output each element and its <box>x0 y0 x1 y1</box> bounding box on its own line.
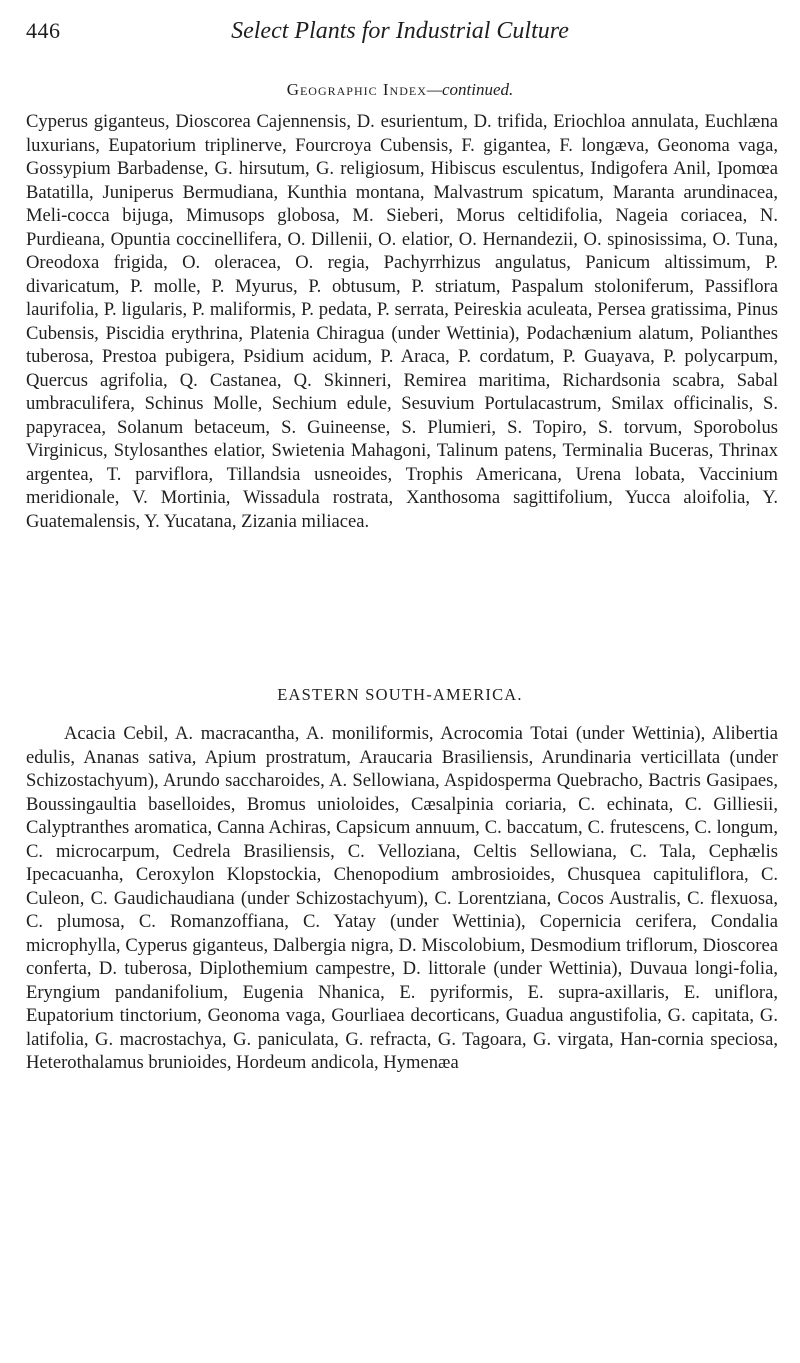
section-caption-continued: —continued. <box>426 80 514 99</box>
paragraph-central-america-list: Cyperus giganteus, Dioscorea Cajennensis, D. esurientum, D. trifida, Eriochloa annulata, Euchlæna luxurians, Eupatorium triplinerve, Fourcroya Cubensis, F. gigantea, F. longæva, Geonoma vaga, Gossypium Barbadense, G. hirsutum, G. religiosum, Hibiscus esculentus, Indigofera Anil, Ipomœa Batatilla, Juniperus Bermudiana, Kunthia montana, Malvastrum spicatum, Maranta arundinacea, Meli-cocca bijuga, Mimusops globosa, M. Sieberi, Morus celtidifolia, Nageia coriacea, N. Purdieana, Opuntia coccinellifera, O. Dillenii, O. elatior, O. Hernandezii, O. spinosissima, O. Tuna, Oreodoxa frigida, O. oleracea, O. regia, Pachyrrhizus angulatus, Panicum altissimum, P. divaricatum, P. molle, P. Myurus, P. obtusum, P. striatum, Paspalum stoloniferum, Passiflora laurifolia, P. ligularis, P. maliformis, P. pedata, P. serrata, Peireskia aculeata, Persea gratissima, Pinus Cubensis, Piscidia erythrina, Platenia Chiragua (under Wettinia), Podachænium alatum, Polianthes tuberosa, Prestoa pubigera, Psidium acidum, P. Araca, P. cordatum, P. Guayava, P. polycarpum, Quercus agrifolia, Q. Castanea, Q. Skinneri, Remirea maritima, Richardsonia scabra, Sabal umbraculifera, Schinus Molle, Sechium edule, Sesuvium Portulacastrum, Smilax officinalis, S. papyracea, Solanum betaceum, S. Guineense, S. Plumieri, S. Topiro, S. torvum, Sporobolus Virginicus, Stylosanthes elatior, Swietenia Mahagoni, Talinum patens, Terminalia Buceras, Thrinax argentea, T. parviflora, Tillandsia usneoides, Trophis Americana, Urena lobata, Vaccinium meridionale, V. Mortinia, Wissadula rostrata, Xanthosoma sagittifolium, Yucca aloifolia, Y. Guatemalensis, Y. Yucatana, Zizania miliacea. <box>26 111 778 532</box>
section-caption <box>0 80 800 100</box>
section-heading: EASTERN SOUTH-AMERICA. <box>277 685 523 704</box>
section-caption-label: Geographic Index <box>286 80 427 99</box>
running-title: Select Plants for Industrial Culture <box>231 18 569 44</box>
page-number: 446 <box>26 18 61 43</box>
running-head <box>26 18 774 52</box>
paragraph-eastern-south-america-list: Acacia Cebil, A. macracantha, A. moniliformis, Acrocomia Totai (under Wettinia), Alibertia edulis, Ananas sativa, Apium prostratum, Araucaria Brasiliensis, Arundinaria verticillata (under Schizostachyum), Arundo saccharoides, A. Sellowiana, Aspidosperma Quebracho, Bactris Gasipaes, Boussingaultia baselloides, Bromus unioloides, Cæsalpinia coriaria, C. echinata, C. Gilliesii, Calyptranthes aromatica, Canna Achiras, Capsicum annuum, C. baccatum, C. frutescens, C. longum, C. microcarpum, Cedrela Brasiliensis, C. Velloziana, Celtis Sellowiana, C. Tala, Cephælis Ipecacuanha, Ceroxylon Klopstockia, Chenopodium ambrosioides, Chusquea capituliflora, C. Culeon, C. Gaudichaudiana (under Schizostachyum), C. Lorentziana, Cocos Australis, C. flexuosa, C. plumosa, C. Romanzoffiana, C. Yatay (under Wettinia), Copernicia cerifera, Condalia microphylla, Cyperus giganteus, Dalbergia nigra, D. Miscolobium, Desmodium triflorum, Dioscorea conferta, D. tuberosa, Diplothemium campestre, D. littorale (under Wettinia), Duvaua longi-folia, Eryngium pandanifolium, Eugenia Nhanica, E. pyriformis, E. supra-axillaris, E. uniflora, Eupatorium tinctorium, Geonoma vaga, Gourliaea decorticans, Guadua angustifolia, G. capitata, G. latifolia, G. macrostachya, G. paniculata, G. refracta, G. Tagoara, G. virgata, Han-cornia speciosa, Heterothalamus brunioides, Hordeum andicola, Hymenæa <box>26 723 778 1073</box>
